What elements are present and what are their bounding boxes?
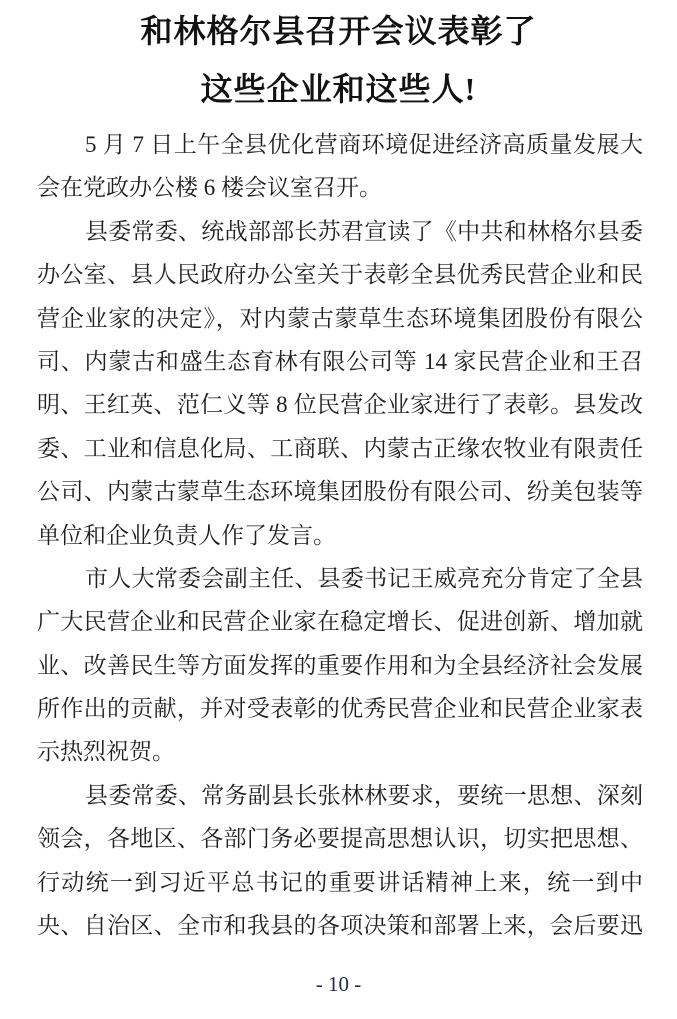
body-line: 司、内蒙古和盛生态育林有限公司等 14 家民营企业和王召 [37,348,643,374]
paragraph [37,123,643,210]
paragraph [37,774,643,948]
document-title-line-1: 和林格尔县召开会议表彰了 [140,13,537,49]
body-line: 业、改善民生等方面发挥的重要作用和为全县经济社会发展 [37,652,643,678]
body-line: 广大民营企业和民营企业家在稳定增长、促进创新、增加就 [37,609,643,635]
body-line: 县委常委、常务副县长张林林要求，要统一思想、深刻 [85,782,643,808]
page-footer [0,972,677,996]
paragraph [37,210,643,557]
body-line: 会在党政办公楼 6 楼会议室召开。 [37,175,382,201]
body-line: 领会，各地区、各部门务必要提高思想认识，切实把思想、 [37,826,643,852]
body-line: 营企业家的决定》，对内蒙古蒙草生态环境集团股份有限公 [37,305,643,331]
body-line: 行动统一到习近平总书记的重要讲话精神上来，统一到中 [37,869,643,895]
body-line: 明、王红英、范仁义等 8 位民营企业家进行了表彰。县发改 [37,392,643,418]
body-line: 委、工业和信息化局、工商联、内蒙古正缘农牧业有限责任 [37,435,643,461]
document-body [37,123,643,947]
page-number: - 10 - [315,972,362,996]
body-line: 县委常委、统战部部长苏君宣读了《中共和林格尔县委 [85,218,643,244]
body-line: 市人大常委会副主任、县委书记王威亮充分肯定了全县 [85,565,643,591]
body-line: 单位和企业负责人作了发言。 [37,522,336,548]
paragraph [37,557,643,774]
document-title [0,2,677,118]
body-line: 5 月 7 日上午全县优化营商环境促进经济高质量发展大 [85,132,643,157]
body-line: 示热烈祝贺。 [37,739,175,765]
body-line: 央、自治区、全市和我县的各项决策和部署上来，会后要迅 [37,913,643,939]
body-line: 办公室、县人民政府办公室关于表彰全县优秀民营企业和民 [37,262,643,288]
body-line: 所作出的贡献，并对受表彰的优秀民营企业和民营企业家表 [37,696,643,722]
body-line: 公司、内蒙古蒙草生态环境集团股份有限公司、纷美包装等 [37,479,643,505]
document-title-line-2: 这些企业和这些人! [200,71,477,107]
